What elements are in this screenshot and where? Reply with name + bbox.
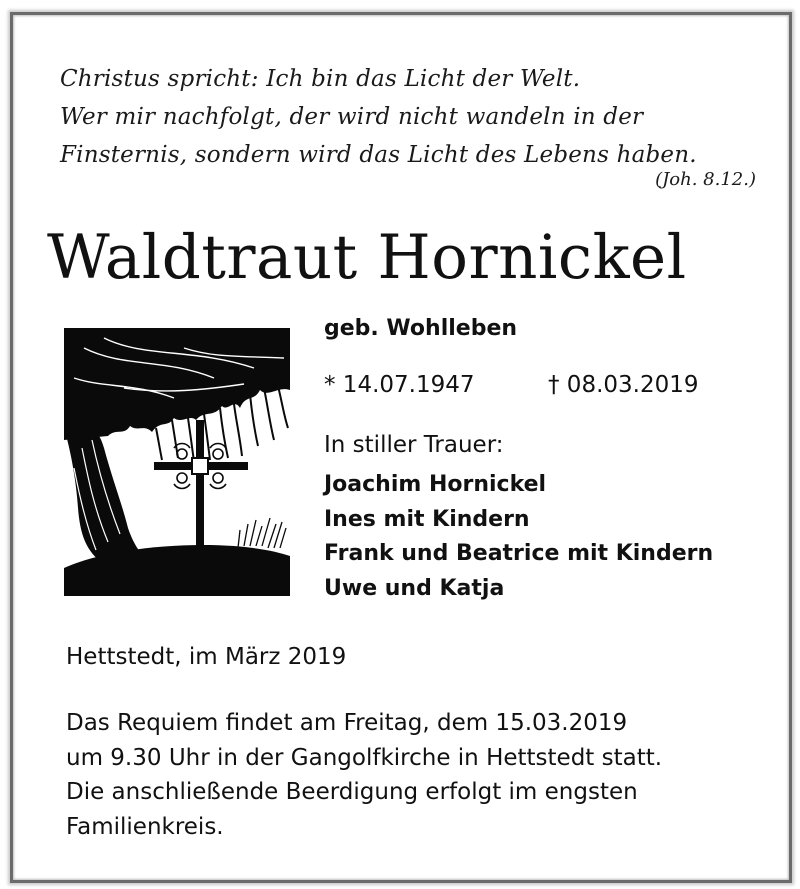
mourner: Uwe und Katja <box>324 575 505 601</box>
verse-reference: (Joh. 8.12.) <box>655 169 756 190</box>
born-name: geb. Wohlleben <box>324 316 518 341</box>
requiem-line: Das Requiem findet am Freitag, dem 15.03.2019 <box>66 710 628 736</box>
requiem-line: Die anschließende Beerdigung erfolgt im engsten <box>66 779 638 805</box>
mourning-label: In stiller Trauer: <box>324 432 504 458</box>
mourner: Ines mit Kindern <box>324 506 530 532</box>
mourner: Frank und Beatrice mit Kindern <box>324 541 714 566</box>
place-date: Hettstedt, im März 2019 <box>66 644 347 670</box>
deceased-name: Waldtraut Hornickel <box>47 222 687 293</box>
mourners-list <box>324 468 713 606</box>
verse-line: Wer mir nachfolgt, der wird nicht wandeln in der <box>60 104 644 130</box>
bible-verse <box>60 60 760 174</box>
mourner: Joachim Hornickel <box>324 472 547 497</box>
requiem-line: um 9.30 Uhr in der Gangolfkirche in Hettstedt statt. <box>66 744 663 771</box>
requiem-line: Familienkreis. <box>66 813 224 840</box>
verse-line: Christus spricht: Ich bin das Licht der Welt. <box>60 66 581 92</box>
birth-date: * 14.07.1947 <box>324 372 475 398</box>
requiem-notice <box>66 706 662 844</box>
death-date: † 08.03.2019 <box>548 372 699 398</box>
verse-line: Finsternis, sondern wird das Licht des Lebens haben. <box>60 142 697 168</box>
tree-cross-icon <box>64 328 290 596</box>
